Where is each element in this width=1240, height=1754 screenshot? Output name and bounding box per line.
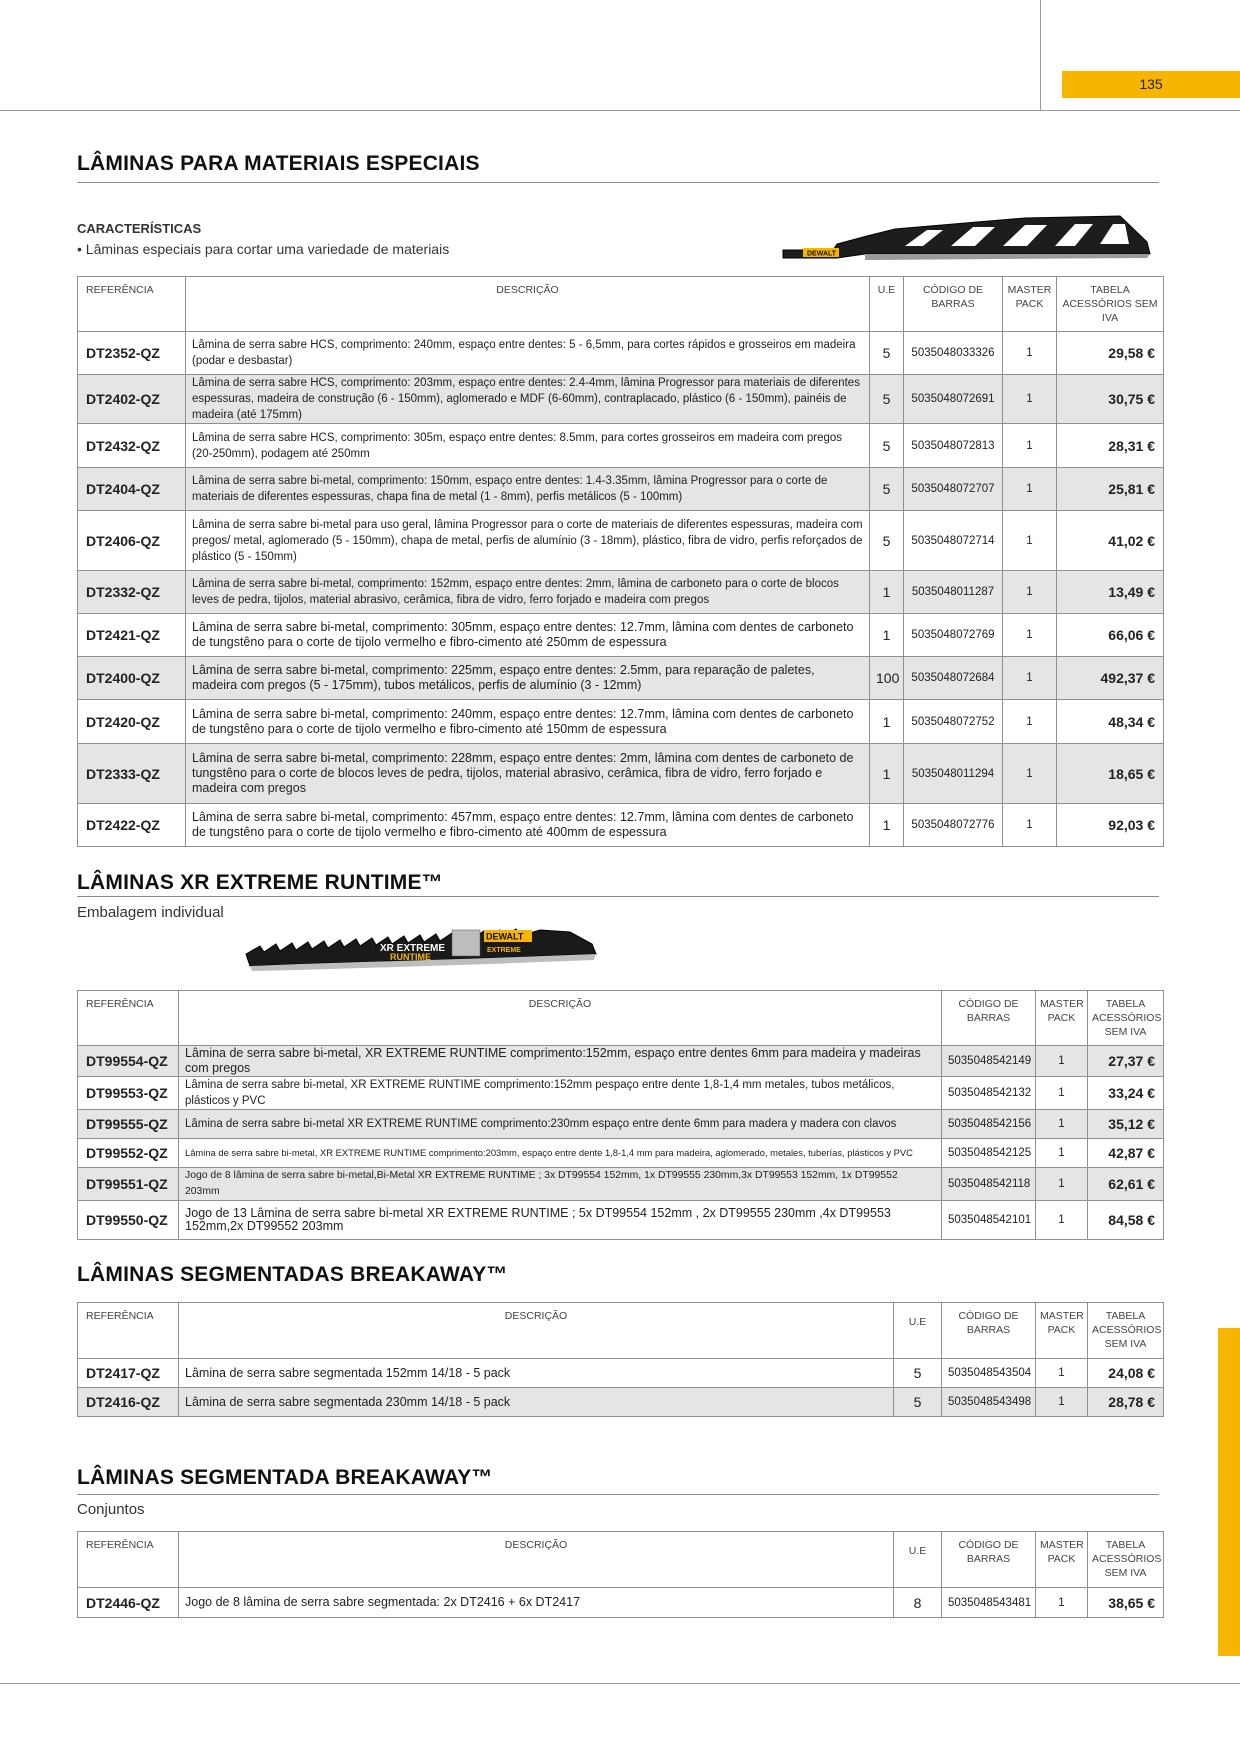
product-ue: 8 <box>894 1588 942 1618</box>
product-price: 41,02 € <box>1057 511 1164 571</box>
product-price: 48,34 € <box>1057 700 1164 744</box>
product-reference: DT2422-QZ <box>78 804 186 847</box>
section-rule <box>77 896 1159 897</box>
xr-extreme-blade-image <box>240 924 610 974</box>
product-reference: DT99550-QZ <box>78 1201 179 1240</box>
product-reference: DT99553-QZ <box>78 1077 179 1110</box>
header-descricao: DESCRIÇÃO <box>186 277 870 332</box>
product-master-pack: 1 <box>1036 1388 1088 1417</box>
product-ue: 5 <box>870 424 904 468</box>
product-barcode: 5035048542132 <box>942 1077 1036 1110</box>
product-barcode: 5035048542149 <box>942 1046 1036 1077</box>
section-title-segmentada-conjuntos: LÂMINAS SEGMENTADA BREAKAWAY™ <box>77 1466 493 1489</box>
product-master-pack: 1 <box>1036 1168 1088 1201</box>
table-row <box>78 1139 1164 1168</box>
product-barcode: 5035048542101 <box>942 1201 1036 1240</box>
product-reference: DT2352-QZ <box>78 332 186 375</box>
header-tabela-acessorios: TABELA ACESSÓRIOS SEM IVA <box>1057 277 1164 332</box>
product-description: Lâmina de serra sabre bi-metal, comprimento: 225mm, espaço entre dentes: 2.5mm, para reparação de paletes, madeira com pregos (5 - 175mm), tubos metálicos, perfis de alumínio (3 - 12mm) <box>186 657 870 700</box>
product-ue: 1 <box>870 571 904 614</box>
footer-rule <box>0 1683 1240 1684</box>
product-price: 25,81 € <box>1057 468 1164 511</box>
product-barcode: 5035048072776 <box>904 804 1003 847</box>
features-title: CARACTERÍSTICAS <box>77 221 202 236</box>
section-title-xr-extreme-runtime: LÂMINAS XR EXTREME RUNTIME™ <box>77 871 443 894</box>
product-reference: DT2421-QZ <box>78 614 186 657</box>
product-ue: 5 <box>870 511 904 571</box>
product-reference: DT99554-QZ <box>78 1046 179 1077</box>
product-price: 38,65 € <box>1088 1588 1164 1618</box>
header-master-pack: MASTER PACK <box>1036 1303 1088 1359</box>
header-ue: U.E <box>870 277 904 332</box>
product-master-pack: 1 <box>1036 1201 1088 1240</box>
product-price: 42,87 € <box>1088 1139 1164 1168</box>
product-price: 35,12 € <box>1088 1110 1164 1139</box>
header-codigo-barras: CÓDIGO DE BARRAS <box>942 1532 1036 1588</box>
product-description: Lâmina de serra sabre bi-metal, comprimento: 240mm, espaço entre dentes: 12.7mm, lâmina com dentes de carboneto de tungstêno para o corte de tijolo vermelho e fibro-cimento até 150mm de espessura <box>186 700 870 744</box>
svg-text:DEWALT: DEWALT <box>807 250 837 258</box>
header-referencia: REFERÊNCIA <box>78 277 186 332</box>
product-price: 492,37 € <box>1057 657 1164 700</box>
product-barcode: 5035048011287 <box>904 571 1003 614</box>
product-barcode: 5035048011294 <box>904 744 1003 804</box>
product-barcode: 5035048072752 <box>904 700 1003 744</box>
product-barcode: 5035048543504 <box>942 1359 1036 1388</box>
table-row <box>78 1201 1164 1240</box>
table-row <box>78 1168 1164 1201</box>
product-description: Lâmina de serra sabre segmentada 152mm 14/18 - 5 pack <box>179 1359 894 1388</box>
section-tab-marker <box>1218 1328 1240 1656</box>
product-description: Lâmina de serra sabre segmentada 230mm 14/18 - 5 pack <box>179 1388 894 1417</box>
table-row <box>78 804 1164 847</box>
product-barcode: 5035048543498 <box>942 1388 1036 1417</box>
product-reference: DT2332-QZ <box>78 571 186 614</box>
product-description: Lâmina de serra sabre bi-metal, comprimento: 228mm, espaço entre dentes: 2mm, lâmina com dentes de carboneto de tungstêno para o corte de blocos leves de pedra, tijolos, material abrasivo, cerâmica, fibra de vidro, ferro forjado e madeira com pregos <box>186 744 870 804</box>
product-master-pack: 1 <box>1036 1359 1088 1388</box>
section-subtitle: Conjuntos <box>77 1501 145 1518</box>
product-description: Lâmina de serra sabre HCS, comprimento: 203mm, espaço entre dentes: 2.4-4mm, lâmina Progressor para materiais de diferentes espessuras, madeira de construção (6 - 150mm), aglomerado e MDF (6-60mm), contraplacado, plástico (6 - 150mm), painéis de madeira (até 175mm) <box>186 375 870 424</box>
product-master-pack: 1 <box>1003 657 1057 700</box>
product-reference: DT2416-QZ <box>78 1388 179 1417</box>
product-master-pack: 1 <box>1036 1139 1088 1168</box>
table-row <box>78 375 1164 424</box>
header-master-pack: MASTER PACK <box>1036 1532 1088 1588</box>
product-barcode: 5035048542125 <box>942 1139 1036 1168</box>
header-master-pack: MASTER PACK <box>1003 277 1057 332</box>
product-price: 33,24 € <box>1088 1077 1164 1110</box>
product-master-pack: 1 <box>1003 804 1057 847</box>
header-descricao: DESCRIÇÃO <box>179 991 942 1046</box>
section-title-materiais-especiais: LÂMINAS PARA MATERIAIS ESPECIAIS <box>77 152 480 175</box>
product-reference: DT2406-QZ <box>78 511 186 571</box>
product-price: 27,37 € <box>1088 1046 1164 1077</box>
product-ue: 1 <box>870 804 904 847</box>
product-price: 66,06 € <box>1057 614 1164 657</box>
product-barcode: 5035048543481 <box>942 1588 1036 1618</box>
product-master-pack: 1 <box>1003 744 1057 804</box>
product-reference: DT2446-QZ <box>78 1588 179 1618</box>
product-table-xr-extreme <box>77 990 1164 1240</box>
blade-brand-sub: EXTREME <box>487 947 521 954</box>
header-ue: U.E <box>894 1303 942 1359</box>
product-price: 18,65 € <box>1057 744 1164 804</box>
header-tabela-acessorios: TABELA ACESSÓRIOS SEM IVA <box>1088 991 1164 1046</box>
product-master-pack: 1 <box>1036 1588 1088 1618</box>
section-rule <box>77 182 1159 183</box>
special-saw-blade-image <box>775 210 1165 270</box>
page-number: 135 <box>1062 71 1240 98</box>
product-description: Lâmina de serra sabre bi-metal, XR EXTREME RUNTIME comprimento:152mm, espaço entre dentes 6mm para madeira y madeiras com pregos <box>179 1046 942 1077</box>
product-reference: DT2432-QZ <box>78 424 186 468</box>
header-ue: U.E <box>894 1532 942 1588</box>
header-rule <box>0 110 1240 111</box>
product-ue: 1 <box>870 744 904 804</box>
product-reference: DT2333-QZ <box>78 744 186 804</box>
blade-label-xr-extreme: XR EXTREME <box>380 943 446 954</box>
header-codigo-barras: CÓDIGO DE BARRAS <box>942 991 1036 1046</box>
product-master-pack: 1 <box>1003 511 1057 571</box>
table-row <box>78 1077 1164 1110</box>
product-table-segmentadas <box>77 1302 1164 1417</box>
product-ue: 1 <box>870 700 904 744</box>
header-referencia: REFERÊNCIA <box>78 1303 179 1359</box>
product-barcode: 5035048542118 <box>942 1168 1036 1201</box>
header-referencia: REFERÊNCIA <box>78 1532 179 1588</box>
product-reference: DT99551-QZ <box>78 1168 179 1201</box>
header-tabela-acessorios: TABELA ACESSÓRIOS SEM IVA <box>1088 1303 1164 1359</box>
table-row <box>78 700 1164 744</box>
product-ue: 1 <box>870 614 904 657</box>
product-description: Jogo de 13 Lâmina de serra sabre bi-metal XR EXTREME RUNTIME ; 5x DT99554 152mm , 2x DT99555 230mm ,4x DT99553 152mm,2x DT99552 203mm <box>179 1201 942 1240</box>
product-reference: DT99552-QZ <box>78 1139 179 1168</box>
header-referencia: REFERÊNCIA <box>78 991 179 1046</box>
product-master-pack: 1 <box>1036 1046 1088 1077</box>
product-description: Lâmina de serra sabre HCS, comprimento: 240mm, espaço entre dentes: 5 - 6,5mm, para cortes rápidos e grosseiros em madeira (podar e desbastar) <box>186 332 870 375</box>
product-barcode: 5035048072813 <box>904 424 1003 468</box>
product-reference: DT2420-QZ <box>78 700 186 744</box>
product-description: Lâmina de serra sabre bi-metal, XR EXTREME RUNTIME comprimento:152mm pespaço entre dente 1,8-1,4 mm metales, tubos metálicos, plásticos y PVC <box>179 1077 942 1110</box>
feature-item: • Lâminas especiais para cortar uma variedade de materiais <box>77 241 450 257</box>
product-price: 29,58 € <box>1057 332 1164 375</box>
product-ue: 5 <box>870 332 904 375</box>
blade-brand: DEWALT <box>486 931 524 942</box>
product-reference: DT2404-QZ <box>78 468 186 511</box>
product-description: Lâmina de serra sabre bi-metal, comprimento: 305mm, espaço entre dentes: 12.7mm, lâmina com dentes de carboneto de tungstêno para o corte de tijolo vermelho e fibro-cimento até 250mm de espessura <box>186 614 870 657</box>
product-price: 28,78 € <box>1088 1388 1164 1417</box>
product-description: Jogo de 8 lâmina de serra sabre bi-metal,Bi-Metal XR EXTREME RUNTIME ; 3x DT99554 152mm, 1x DT99555 230mm,3x DT99553 152mm, 1x DT99552 203mm <box>179 1168 942 1201</box>
table-row <box>78 1359 1164 1388</box>
product-table-materiais-especiais <box>77 276 1164 847</box>
product-master-pack: 1 <box>1003 468 1057 511</box>
header-codigo-barras: CÓDIGO DE BARRAS <box>904 277 1003 332</box>
header-tabela-acessorios: TABELA ACESSÓRIOS SEM IVA <box>1088 1532 1164 1588</box>
table-row <box>78 1588 1164 1618</box>
product-barcode: 5035048542156 <box>942 1110 1036 1139</box>
product-ue: 5 <box>870 375 904 424</box>
product-description: Lâmina de serra sabre bi-metal, XR EXTREME RUNTIME comprimento:203mm, espaço entre dente 1,8-1,4 mm para madeira, aglomerado, metales, tuberías, plásticos y PVC <box>179 1139 942 1168</box>
product-reference: DT2400-QZ <box>78 657 186 700</box>
header-master-pack: MASTER PACK <box>1036 991 1088 1046</box>
section-title-segmentadas-breakaway: LÂMINAS SEGMENTADAS BREAKAWAY™ <box>77 1263 508 1286</box>
product-price: 13,49 € <box>1057 571 1164 614</box>
product-price: 92,03 € <box>1057 804 1164 847</box>
product-price: 24,08 € <box>1088 1359 1164 1388</box>
table-row <box>78 332 1164 375</box>
table-row <box>78 511 1164 571</box>
product-reference: DT99555-QZ <box>78 1110 179 1139</box>
table-row <box>78 1110 1164 1139</box>
product-description: Lâmina de serra sabre bi-metal para uso geral, lâmina Progressor para o corte de materiais de diferentes espessuras, madeira com pregos/ metal, aglomerado (5 - 150mm), chapa de metal, perfis de alumínio (3 - 18mm), plástico, fibra de vidro, perfis reforçados de plástico (5 - 150mm) <box>186 511 870 571</box>
product-description: Lâmina de serra sabre bi-metal, comprimento: 457mm, espaço entre dentes: 12.7mm, lâmina com dentes de carboneto de tungstêno para o corte de tijolo vermelho e fibro-cimento até 400mm de espessura <box>186 804 870 847</box>
product-master-pack: 1 <box>1003 700 1057 744</box>
product-master-pack: 1 <box>1003 424 1057 468</box>
product-price: 30,75 € <box>1057 375 1164 424</box>
product-master-pack: 1 <box>1003 571 1057 614</box>
header-descricao: DESCRIÇÃO <box>179 1303 894 1359</box>
product-master-pack: 1 <box>1036 1110 1088 1139</box>
section-subtitle: Embalagem individual <box>77 904 224 921</box>
table-row <box>78 657 1164 700</box>
product-barcode: 5035048072769 <box>904 614 1003 657</box>
table-row <box>78 571 1164 614</box>
blade-label-runtime: RUNTIME <box>390 952 431 962</box>
table-row <box>78 614 1164 657</box>
product-master-pack: 1 <box>1003 332 1057 375</box>
table-row <box>78 468 1164 511</box>
product-ue: 100 <box>870 657 904 700</box>
product-master-pack: 1 <box>1003 614 1057 657</box>
product-description: Lâmina de serra sabre bi-metal, comprimento: 150mm, espaço entre dentes: 1.4-3.35mm, lâmina Progressor para o corte de materiais de diferentes espessuras, chapa fina de metal (1 - 8mm), perfis metálicos (5 - 100mm) <box>186 468 870 511</box>
product-barcode: 5035048033326 <box>904 332 1003 375</box>
product-reference: DT2417-QZ <box>78 1359 179 1388</box>
product-price: 84,58 € <box>1088 1201 1164 1240</box>
product-price: 28,31 € <box>1057 424 1164 468</box>
product-barcode: 5035048072684 <box>904 657 1003 700</box>
product-description: Jogo de 8 lâmina de serra sabre segmentada: 2x DT2416 + 6x DT2417 <box>179 1588 894 1618</box>
product-barcode: 5035048072691 <box>904 375 1003 424</box>
product-master-pack: 1 <box>1003 375 1057 424</box>
product-reference: DT2402-QZ <box>78 375 186 424</box>
table-row <box>78 1046 1164 1077</box>
product-master-pack: 1 <box>1036 1077 1088 1110</box>
product-ue: 5 <box>894 1359 942 1388</box>
product-barcode: 5035048072707 <box>904 468 1003 511</box>
table-row <box>78 424 1164 468</box>
product-ue: 5 <box>894 1388 942 1417</box>
product-description: Lâmina de serra sabre bi-metal, comprimento: 152mm, espaço entre dentes: 2mm, lâmina de carboneto para o corte de blocos leves de pedra, tijolos, material abrasivo, cerâmica, fibra de vidro, ferro forjado e madeira com pregos <box>186 571 870 614</box>
header-codigo-barras: CÓDIGO DE BARRAS <box>942 1303 1036 1359</box>
product-ue: 5 <box>870 468 904 511</box>
product-barcode: 5035048072714 <box>904 511 1003 571</box>
table-row <box>78 744 1164 804</box>
product-table-conjuntos <box>77 1531 1164 1618</box>
product-description: Lâmina de serra sabre bi-metal XR EXTREME RUNTIME comprimento:230mm espaço entre dente 6mm para madera y madera con clavos <box>179 1110 942 1139</box>
product-description: Lâmina de serra sabre HCS, comprimento: 305m, espaço entre dentes: 8.5mm, para cortes grosseiros em madeira com pregos (20-250mm), podagem até 250mm <box>186 424 870 468</box>
table-row <box>78 1388 1164 1417</box>
section-rule <box>77 1494 1159 1495</box>
header-divider <box>1040 0 1041 110</box>
product-price: 62,61 € <box>1088 1168 1164 1201</box>
header-descricao: DESCRIÇÃO <box>179 1532 894 1588</box>
